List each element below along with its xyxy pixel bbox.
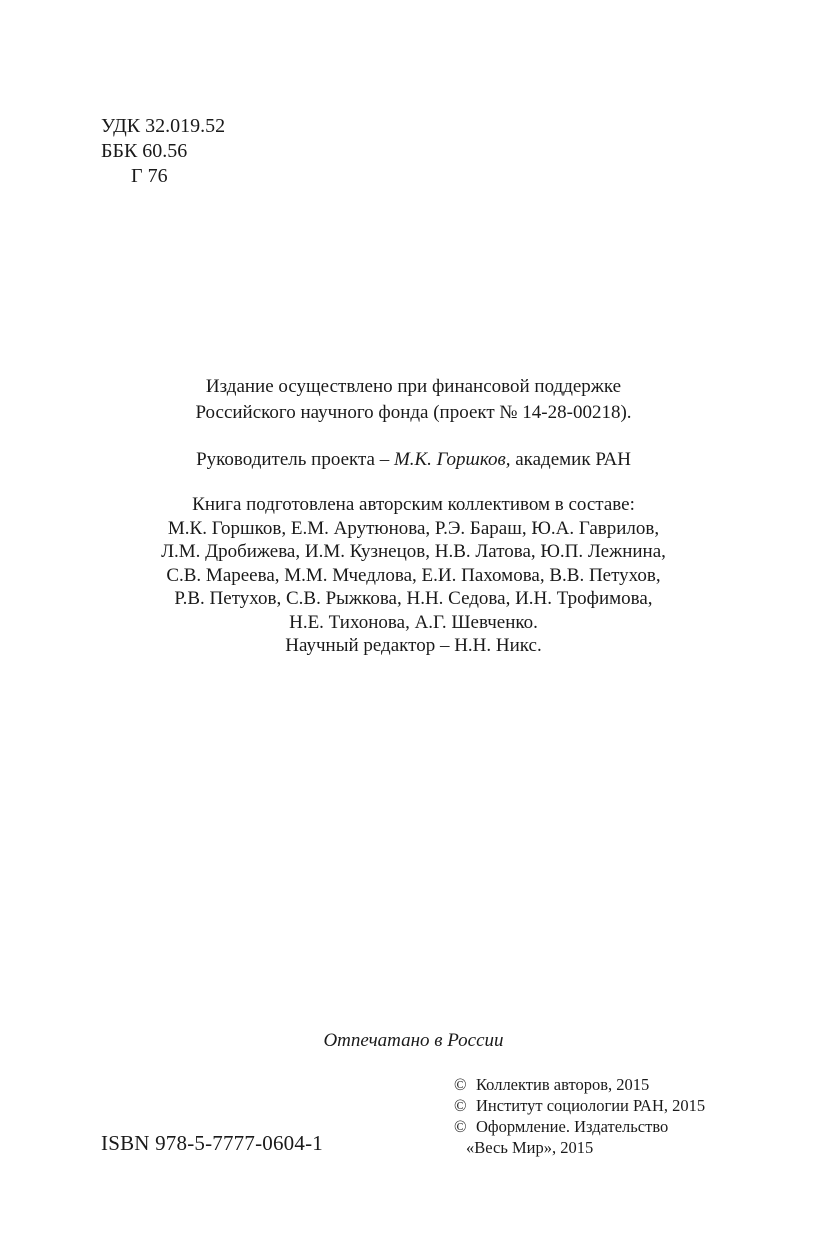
copyright-icon: © [454, 1075, 467, 1094]
authors-team [0, 493, 827, 658]
udk-code: УДК 32.019.52 [101, 115, 226, 137]
copyright-icon: © [454, 1096, 467, 1115]
copyright-line: © Институт социологии РАН, 2015 [454, 1096, 706, 1115]
copyright-line: © Оформление. Издательство [454, 1117, 669, 1136]
leader-prefix: Руководитель проекта – [196, 449, 394, 470]
leader-name: М.К. Горшков, [393, 449, 511, 470]
copyright-line-continuation: «Весь Мир», 2015 [466, 1138, 594, 1157]
project-leader [0, 447, 827, 473]
copyright-line: © Коллектив авторов, 2015 [454, 1075, 650, 1094]
authors-line: Л.М. Дробижева, И.М. Кузнецов, Н.В. Латова, Ю.П. Лежнина, [161, 541, 666, 562]
funding-note [0, 374, 827, 426]
authors-line: Н.Е. Тихонова, А.Г. Шевченко. [289, 611, 538, 633]
bbk-code: ББК 60.56 [101, 140, 188, 162]
copyright-icon: © [454, 1117, 467, 1136]
scientific-editor: Научный редактор – Н.Н. Никс. [285, 635, 542, 656]
authors-line: Р.В. Петухов, С.В. Рыжкова, Н.Н. Седова, И.Н. Трофимова, [174, 588, 653, 609]
leader-suffix: академик РАН [510, 449, 631, 470]
funding-line-2: Российского научного фонда (проект № 14-28-00218). [195, 402, 632, 423]
classification-block [101, 114, 225, 189]
funding-line-1: Издание осуществлено при финансовой поддержке [205, 376, 622, 397]
team-intro: Книга подготовлена авторским коллективом в составе: [192, 494, 635, 515]
authors-line: С.В. Мареева, М.М. Мчедлова, Е.И. Пахомова, В.В. Петухов, [166, 564, 661, 586]
author-mark: Г 76 [131, 165, 168, 187]
printed-in-russia: Отпечатано в России [323, 1030, 504, 1051]
authors-line: М.К. Горшков, Е.М. Арутюнова, Р.Э. Бараш, Ю.А. Гаврилов, [167, 517, 660, 539]
isbn: ISBN 978-5-7777-0604-1 [101, 1131, 323, 1155]
copyright-block [454, 1074, 705, 1158]
